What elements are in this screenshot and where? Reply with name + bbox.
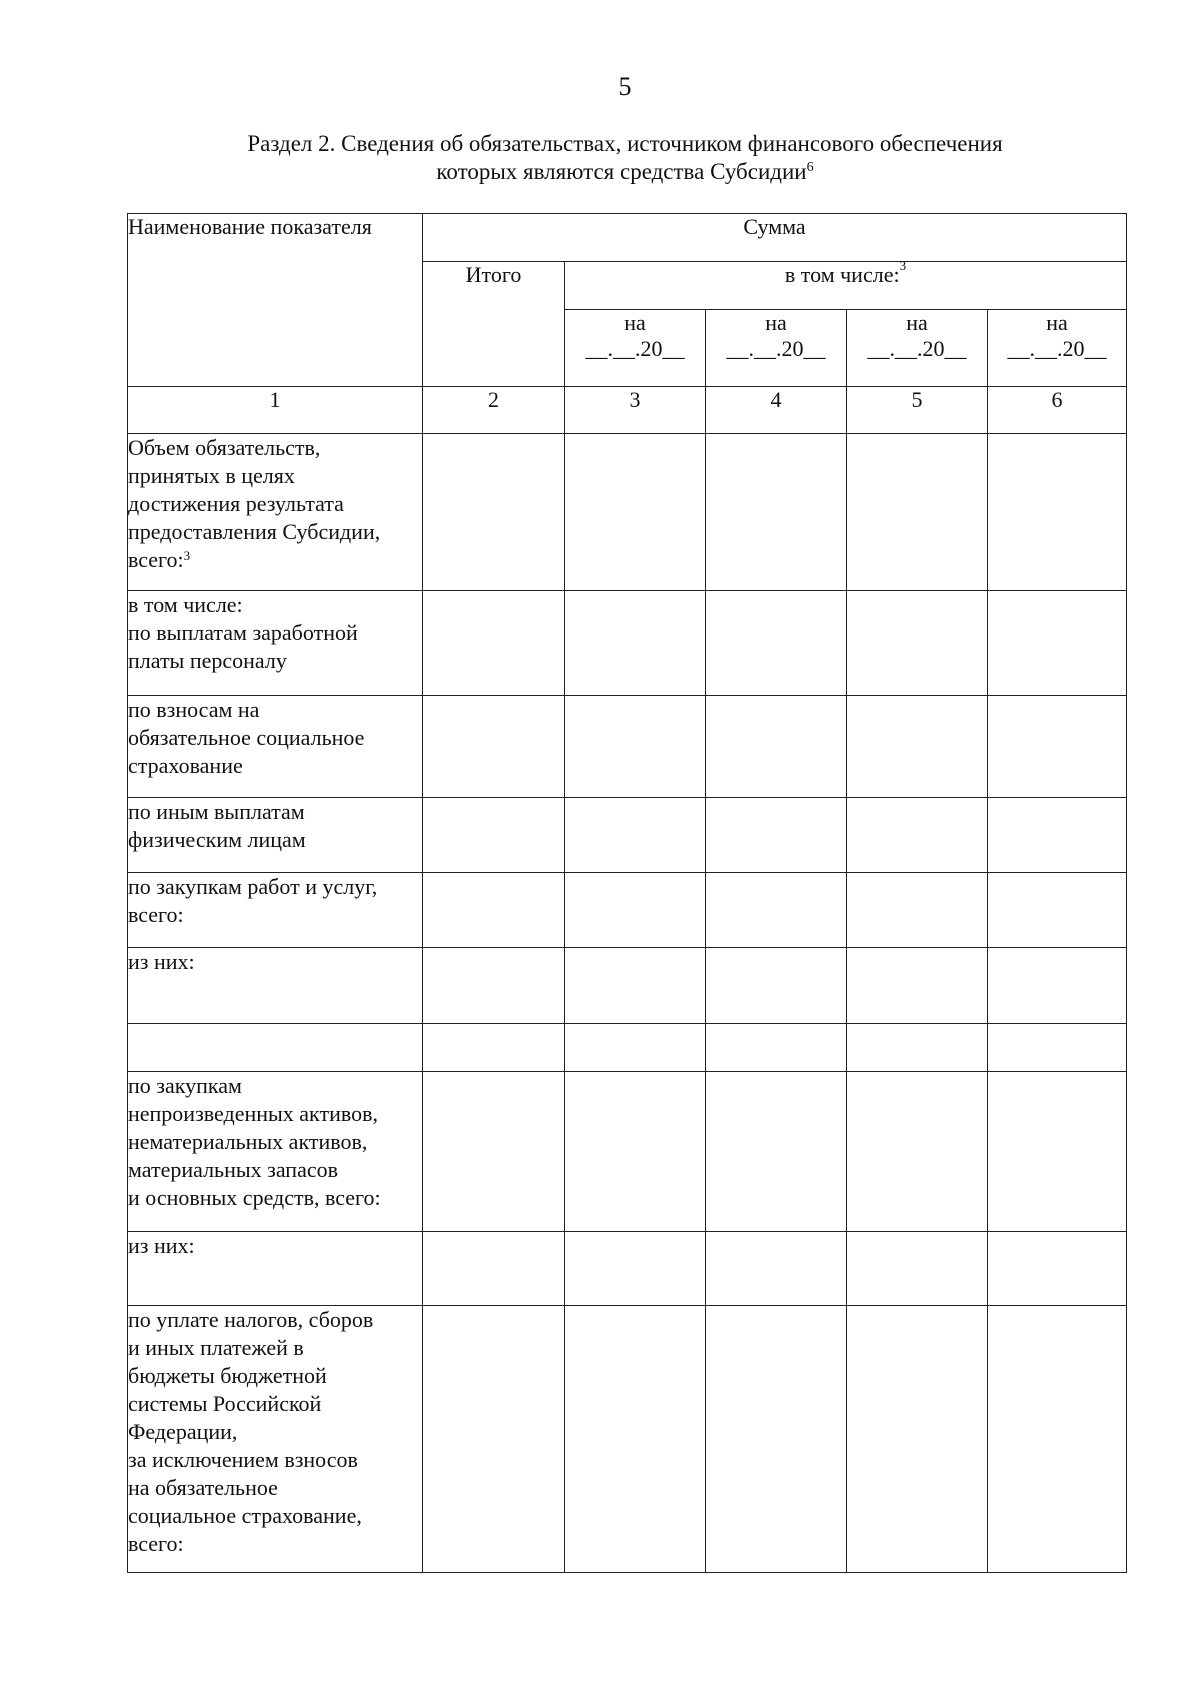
value-cell <box>423 434 565 591</box>
value-cell <box>847 1306 988 1573</box>
section-title <box>0 130 1200 186</box>
indicator-label-text: по взносам на обязательное социальное страхование <box>128 697 365 778</box>
table-body <box>128 387 1127 1573</box>
indicator-label <box>128 696 423 798</box>
indicator-label <box>128 434 423 591</box>
table-row <box>128 696 1127 798</box>
header-including-footnote: 3 <box>899 258 907 273</box>
value-cell <box>988 1072 1127 1232</box>
table-row <box>128 1024 1127 1072</box>
value-cell <box>423 1306 565 1573</box>
table-row <box>128 798 1127 873</box>
table-row <box>128 873 1127 948</box>
table-row <box>128 434 1127 591</box>
section-title-footnote: 6 <box>806 160 814 175</box>
indicator-label <box>128 1024 423 1072</box>
value-cell <box>988 696 1127 798</box>
table-row <box>128 1232 1127 1306</box>
section-title-line2-text: которых являются средства Субсидии <box>436 159 807 184</box>
indicator-label-text: по иным выплатам физическим лицам <box>128 799 306 852</box>
value-cell <box>988 1306 1127 1573</box>
header-including <box>565 258 1127 310</box>
page-number: 5 <box>618 72 632 101</box>
table-header <box>128 214 1127 387</box>
header-period-3 <box>847 310 988 387</box>
value-cell <box>706 1072 847 1232</box>
value-cell <box>847 1072 988 1232</box>
header-including-text: в том числе: <box>784 262 900 287</box>
value-cell <box>423 1232 565 1306</box>
value-cell <box>988 1024 1127 1072</box>
value-cell <box>565 798 706 873</box>
value-cell <box>706 434 847 591</box>
value-cell <box>988 434 1127 591</box>
value-cell <box>423 873 565 948</box>
value-cell <box>847 434 988 591</box>
value-cell <box>565 591 706 696</box>
header-indicator-name: Наименование показателя <box>128 214 423 387</box>
value-cell <box>847 696 988 798</box>
value-cell <box>706 591 847 696</box>
value-cell <box>988 798 1127 873</box>
value-cell <box>988 1232 1127 1306</box>
indicator-label <box>128 1306 423 1573</box>
table-row <box>128 591 1127 696</box>
value-cell <box>847 873 988 948</box>
obligations-table <box>127 213 1127 1573</box>
indicator-label-text: из них: <box>128 949 195 974</box>
section-title-line1: Раздел 2. Сведения об обязательствах, источником финансового обеспечения <box>247 131 1003 156</box>
indicator-label-text: по закупкам непроизведенных активов, нематериальных активов, материальных запасов и основных средств, всего: <box>128 1073 381 1210</box>
period-label: на <box>906 310 928 335</box>
period-date: __.__.20__ <box>867 336 967 361</box>
column-number: 1 <box>128 387 423 434</box>
indicator-label-text: по закупкам работ и услуг, всего: <box>128 874 378 927</box>
value-cell <box>565 696 706 798</box>
period-date: __.__.20__ <box>585 336 685 361</box>
value-cell <box>565 1024 706 1072</box>
value-cell <box>847 1024 988 1072</box>
value-cell <box>565 1306 706 1573</box>
value-cell <box>706 1232 847 1306</box>
column-numbers-row <box>128 387 1127 434</box>
indicator-label <box>128 1072 423 1232</box>
period-label: на <box>765 310 787 335</box>
value-cell <box>565 948 706 1024</box>
value-cell <box>988 873 1127 948</box>
indicator-label <box>128 873 423 948</box>
section-title-line2 <box>0 158 1200 186</box>
value-cell <box>706 873 847 948</box>
header-period-4 <box>988 310 1127 387</box>
indicator-label <box>128 948 423 1024</box>
value-cell <box>988 591 1127 696</box>
table-row <box>128 948 1127 1024</box>
period-label: на <box>1046 310 1068 335</box>
header-period-2 <box>706 310 847 387</box>
value-cell <box>706 696 847 798</box>
value-cell <box>706 798 847 873</box>
value-cell <box>423 948 565 1024</box>
period-date: __.__.20__ <box>726 336 826 361</box>
value-cell <box>565 434 706 591</box>
value-cell <box>706 1306 847 1573</box>
table-row <box>128 1306 1127 1573</box>
value-cell <box>565 1072 706 1232</box>
column-number: 4 <box>706 387 847 434</box>
header-total: Итого <box>423 262 565 387</box>
period-date: __.__.20__ <box>1007 336 1107 361</box>
period-label: на <box>624 310 646 335</box>
indicator-label-text: Объем обязательств, принятых в целях достижения результата предоставления Субсидии, всего: <box>128 435 381 572</box>
header-period-1 <box>565 310 706 387</box>
value-cell <box>988 948 1127 1024</box>
indicator-label-text: по уплате налогов, сборов и иных платежей в бюджеты бюджетной системы Российской Федерации, за исключением взносов на обязательное социальное страхование, всего: <box>128 1307 374 1556</box>
indicator-label-text: в том числе: по выплатам заработной платы персоналу <box>128 592 358 673</box>
value-cell <box>423 1024 565 1072</box>
value-cell <box>565 1232 706 1306</box>
value-cell <box>423 798 565 873</box>
header-sum: Сумма <box>423 214 1127 262</box>
value-cell <box>565 873 706 948</box>
indicator-label-text: из них: <box>128 1233 195 1258</box>
column-number: 3 <box>565 387 706 434</box>
column-number: 6 <box>988 387 1127 434</box>
table-row <box>128 1072 1127 1232</box>
value-cell <box>847 798 988 873</box>
indicator-label <box>128 798 423 873</box>
value-cell <box>847 948 988 1024</box>
indicator-label <box>128 1232 423 1306</box>
value-cell <box>847 1232 988 1306</box>
value-cell <box>423 1072 565 1232</box>
value-cell <box>423 696 565 798</box>
column-number: 2 <box>423 387 565 434</box>
indicator-footnote: 3 <box>183 548 191 563</box>
value-cell <box>706 948 847 1024</box>
value-cell <box>706 1024 847 1072</box>
indicator-label <box>128 591 423 696</box>
column-number: 5 <box>847 387 988 434</box>
value-cell <box>847 591 988 696</box>
value-cell <box>423 591 565 696</box>
